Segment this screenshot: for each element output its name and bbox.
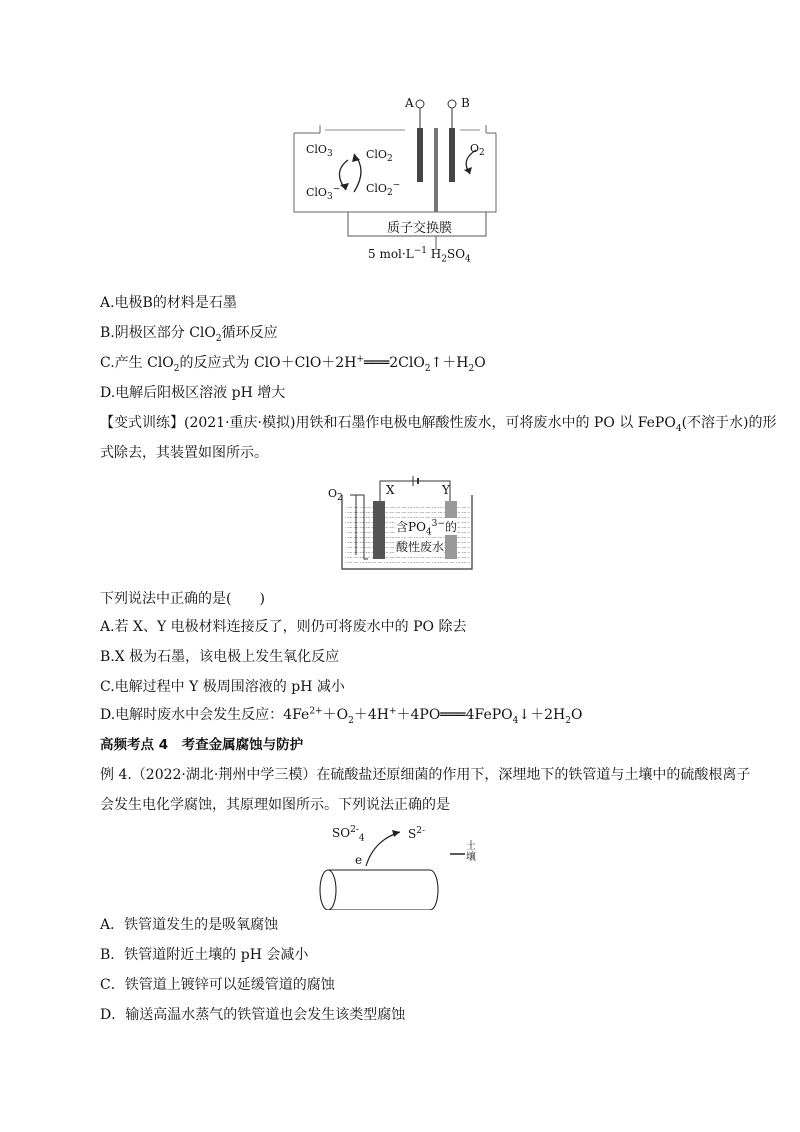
q3-option-b: B．铁管道附近土壤的 pH 会减小 xyxy=(100,947,309,963)
label-a: A xyxy=(405,96,414,110)
label-b: B xyxy=(461,96,470,110)
q1-option-b: B.阴极区部分 ClO$_2$循环反应 xyxy=(100,325,278,344)
example4-line-2: 会发生电化学腐蚀，其原理如图所示。下列说法正确的是 xyxy=(100,797,450,813)
section-title: 高频考点 4 考查金属腐蚀与防护 xyxy=(100,737,304,753)
wastewater-label-2: 酸性废水 xyxy=(396,540,445,554)
q1-option-a: A.电极B的材料是石墨 xyxy=(100,295,237,311)
wastewater-label-1: 含$PO_4^{3-}$的 xyxy=(396,519,457,538)
variant-line-2: 式除去，其装置如图所示。 xyxy=(100,445,268,461)
soil-label: 土 壤 xyxy=(466,841,476,863)
q2-option-c: C.电解过程中 Y 极周围溶液的 pH 减小 xyxy=(100,679,345,695)
q2-option-b: B.X 极为石墨，该电极上发生氧化反应 xyxy=(100,649,340,665)
clo2-top: ClO$_2$ xyxy=(366,148,393,165)
clo3-top: ClO$_3$ xyxy=(306,143,333,160)
s2-label: $S^{2-}$ xyxy=(408,826,426,841)
o2-label: $O_2$ xyxy=(470,142,485,159)
so4-label: $SO^{2-}_4$ xyxy=(332,825,365,844)
clo3-bottom: ClO$_3$− xyxy=(306,184,341,203)
electrolyte-label: 5 $mol\cdot L^{-1}$ $H_2SO_4$ xyxy=(368,246,471,265)
q2-option-d: D.电解时废水中会发生反应：$4Fe^{2+}+O_2+4H^++4PO═══4FePO_4↓+2H_2O$ xyxy=(100,706,583,726)
q3-option-d: D．输送高温水蒸气的铁管道也会发生该类型腐蚀 xyxy=(100,1007,406,1023)
example4-line-1: 例 4.（2022·湖北·荆州中学三模）在硫酸盐还原细菌的作用下，深埋地下的铁管道与土壤中的硫酸根离子 xyxy=(100,767,751,783)
q1-option-c: C.产生 ClO$_2$的反应式为 $ClO+ClO+2H^+═══2ClO_2↑+H_2O$ xyxy=(100,354,486,374)
electrode-y: Y xyxy=(442,483,450,497)
membrane-label: 质子交换膜 xyxy=(387,221,453,236)
wastewater-o2: $O_2$ xyxy=(328,487,343,504)
q1-option-d: D.电解后阳极区溶液 pH 增大 xyxy=(100,385,286,401)
q2-option-a: A.若 X、Y 电极材料连接反了，则仍可将废水中的 PO 除去 xyxy=(100,619,467,635)
electron-label: e xyxy=(355,853,363,867)
clo2-bottom: ClO$_2$− xyxy=(366,180,401,199)
variant-line-1: 【变式训练】(2021·重庆·模拟)用铁和石墨作电极电解酸性废水，可将废水中的 PO 以 FePO$_4$(不溶于水)的形 xyxy=(100,415,777,434)
q2-stem: 下列说法中正确的是( ) xyxy=(100,591,265,607)
electrode-x: X xyxy=(386,483,395,497)
q3-option-a: A．铁管道发生的是吸氧腐蚀 xyxy=(100,917,279,933)
q3-option-c: C．铁管道上镀锌可以延缓管道的腐蚀 xyxy=(100,977,335,993)
